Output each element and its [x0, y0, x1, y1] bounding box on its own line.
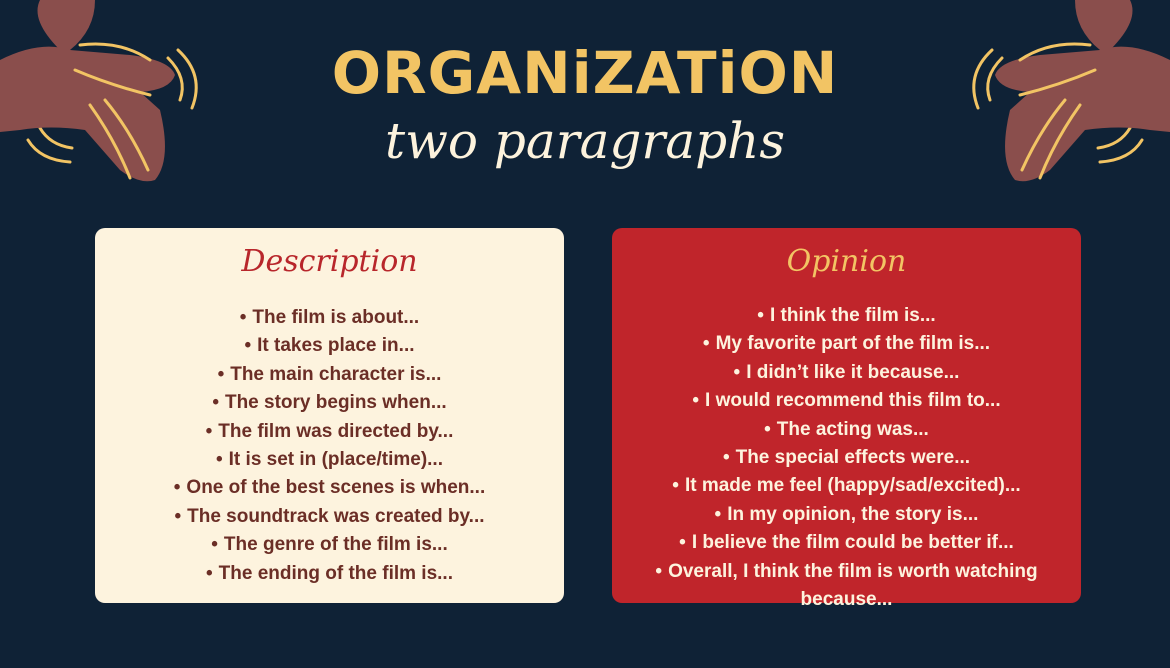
list-item-text: I didn’t like it because... — [746, 361, 960, 383]
list-item: • The main character is... — [217, 363, 442, 385]
description-list — [95, 304, 564, 588]
list-item: • The genre of the film is... — [211, 534, 448, 556]
list-item-text: The special effects were... — [735, 447, 971, 469]
list-item-text: One of the best scenes is when... — [186, 477, 486, 499]
list-item-text: The main character is... — [230, 363, 442, 385]
list-item: • The film was directed by... — [205, 420, 454, 442]
opinion-list — [612, 302, 1081, 614]
list-item-text: I would recommend this film to... — [705, 390, 1001, 412]
description-heading: Description — [241, 244, 418, 279]
list-item-text: The acting was... — [776, 418, 929, 440]
list-item: • I would recommend this film to... — [692, 390, 1001, 412]
list-item: • One of the best scenes is when... — [173, 477, 486, 499]
list-item-text: The soundtrack was created by... — [187, 505, 485, 527]
list-item-text: The film was directed by... — [218, 420, 454, 442]
list-item-text: It made me feel (happy/sad/excited)... — [684, 475, 1021, 497]
list-item-text: My favorite part of the film is... — [715, 333, 991, 355]
description-card — [95, 228, 564, 603]
list-item: • It is set in (place/time)... — [216, 449, 443, 471]
list-item-text: The genre of the film is... — [223, 534, 448, 556]
list-item-text: Overall, I think the film is worth watching because... — [668, 560, 1038, 611]
page-subtitle: two paragraphs — [385, 112, 785, 170]
list-item-text: In my opinion, the story is... — [727, 503, 979, 525]
list-item: • I believe the film could be better if... — [679, 532, 1014, 554]
list-item-text: The story begins when... — [224, 392, 447, 414]
opinion-card — [612, 228, 1081, 611]
list-item-text: It is set in (place/time)... — [228, 449, 443, 471]
list-item: • The ending of the film is... — [206, 562, 453, 584]
list-item: • The soundtrack was created by... — [174, 505, 485, 527]
opinion-heading: Opinion — [786, 244, 907, 279]
list-item: • Overall, I think the film is worth watching because... — [655, 560, 1038, 611]
list-item-text: The ending of the film is... — [218, 562, 453, 584]
list-item: • The acting was... — [764, 418, 929, 440]
list-item: • I didn’t like it because... — [733, 361, 960, 383]
list-item-text: It takes place in... — [257, 335, 415, 357]
list-item-text: I believe the film could be better if... — [691, 532, 1014, 554]
list-item: • The story begins when... — [212, 392, 447, 414]
list-item: • The film is about... — [239, 307, 420, 328]
list-item: • It takes place in... — [244, 335, 415, 357]
list-item-text: I think the film is... — [769, 305, 936, 326]
list-item: • I think the film is... — [757, 305, 936, 326]
list-item: • It made me feel (happy/sad/excited)... — [672, 475, 1021, 497]
page-title: ORGANiZATiON — [331, 39, 839, 107]
list-item: • My favorite part of the film is... — [702, 333, 991, 355]
list-item-text: The film is about... — [252, 307, 420, 328]
list-item: • The special effects were... — [722, 447, 971, 469]
list-item: • In my opinion, the story is... — [714, 503, 979, 525]
